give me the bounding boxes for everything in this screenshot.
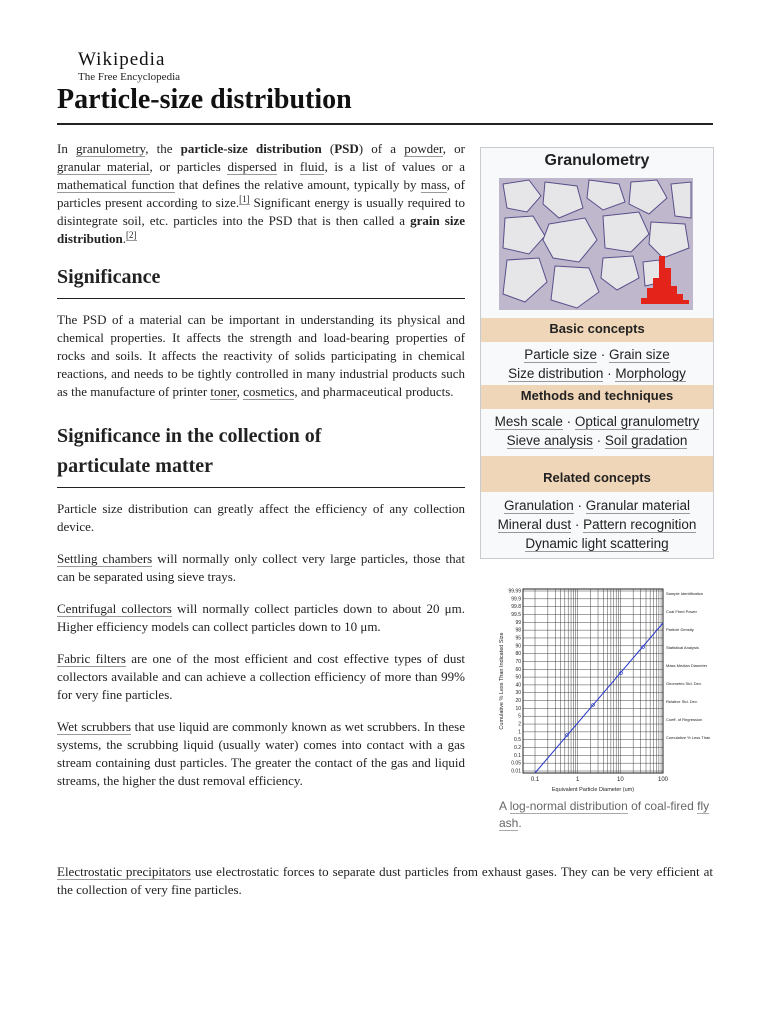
plot-ylabel: Cumulative % Less Than Indicated Size: [499, 632, 505, 730]
wet-paragraph: Wet scrubbers that use liquid are commonly known as wet scrubbers. In these systems, the scrubbing liquid (usually water) comes into contact with a gas stream containing dust particles. The greater the contact of the gas and liquid streams, the higher the dust removal efficiency.: [57, 719, 465, 788]
main-content: [57, 140, 465, 804]
plot-ytick-label: 1: [518, 729, 521, 736]
infobox-related-heading: Related concepts: [481, 456, 713, 492]
wikipedia-wordmark: Wikipedia: [78, 49, 166, 70]
link-granular-material[interactable]: granular material: [57, 159, 150, 174]
plot-ytick-label: 99.5: [511, 611, 521, 618]
link-dispersed[interactable]: dispersed: [227, 159, 277, 174]
settling-paragraph: Settling chambers will normally only collect very large particles, those that can be separated using sieve trays.: [57, 551, 465, 584]
granule-image[interactable]: [499, 178, 693, 310]
significance-paragraph: The PSD of a material can be important in understanding its physical and chemical properties. It affects the strength and load-bearing properties of rocks and soils. It affects the reactivity of solids participating in chemical reactions, and needs to be tightly controlled in many industrial products such as the manufacture of printer toner, cosmetics, and pharmaceutical products.: [57, 312, 465, 399]
link-particle-size[interactable]: Particle size: [524, 347, 597, 362]
plot-ytick-label: 5: [518, 713, 521, 720]
intro-paragraph: In granulometry, the particle-size distribution (PSD) of a powder, or granular material, or particles dispersed in fluid, is a list of values or a mathematical function that defines the relative amount, typically by mass, of particles present according to size.[1] Significant energy is usually required to disintegrate soil, etc. particles into the PSD that is then called a grain size distribution.[2]: [57, 141, 466, 246]
infobox-methods-row-2: Sieve analysis · Soil gradation: [506, 433, 688, 448]
electrostatic-paragraph: Electrostatic precipitators use electrostatic forces to separate dust particles from exhaust gases. They can be very efficient at the collection of very fine particles.: [57, 864, 713, 897]
plot-ytick-label: 99.9: [511, 596, 521, 603]
infobox-methods-row-1: Mesh scale · Optical granulometry: [494, 414, 700, 429]
plot-side-note: Mass Median Diameter: [666, 663, 708, 668]
link-mass[interactable]: mass: [420, 177, 447, 192]
plot-xlabel: Equivalent Particle Diameter (um): [551, 787, 635, 793]
infobox-methods-heading: Methods and techniques: [481, 385, 713, 409]
plot-ytick-label: 10: [515, 705, 521, 712]
link-sieve-analysis[interactable]: Sieve analysis: [506, 433, 593, 448]
plot-xtick-label: 100: [657, 777, 669, 783]
plot-ytick-label: 30: [515, 690, 521, 697]
plot-ytick-label: 60: [515, 666, 521, 673]
infobox-related-row-1: Granulation · Granular material: [503, 498, 691, 513]
collection-intro: Particle size distribution can greatly affect the efficiency of any collection device.: [57, 501, 465, 534]
plot-ytick-label: 95: [515, 635, 521, 642]
infobox-basic-row-1: Particle size · Grain size: [524, 347, 670, 362]
plot-ytick-label: 99.99: [508, 588, 521, 595]
heading-significance: Significance: [57, 262, 465, 299]
plot-side-note: Coeff. of Regression: [666, 717, 703, 722]
link-optical-granulometry[interactable]: Optical granulometry: [574, 414, 700, 429]
link-wet-scrubbers[interactable]: Wet scrubbers: [57, 719, 132, 734]
plot-ytick-label: 50: [515, 674, 521, 681]
granule-illustration: [499, 178, 693, 310]
plot-side-note: Coal Fired Power: [666, 609, 697, 614]
plot-ytick-label: 0.2: [514, 745, 521, 752]
link-size-distribution[interactable]: Size distribution: [508, 366, 604, 381]
plot-side-note: Sample Identification: [666, 591, 704, 596]
plot-side-note: Particle Density: [666, 627, 694, 632]
plot-side-note: Cumulative % Less Than: [666, 735, 711, 740]
link-fabric-filters[interactable]: Fabric filters: [57, 651, 126, 666]
link-grain-size[interactable]: Grain size: [609, 347, 670, 362]
ref-2[interactable]: [2]: [126, 229, 137, 240]
link-mineral-dust[interactable]: Mineral dust: [497, 517, 572, 532]
link-fly-ash[interactable]: fly ash: [499, 799, 710, 830]
plot-ytick-label: 70: [515, 658, 521, 665]
plot-ytick-label: 0.01: [511, 768, 521, 775]
page-title: Particle-size distribution: [57, 84, 352, 115]
infobox-title: Granulometry: [544, 152, 650, 169]
infobox-related-row-3: [481, 534, 713, 553]
plot-ytick-label: 80: [515, 651, 521, 658]
ref-1[interactable]: [1]: [239, 193, 250, 204]
centrifugal-paragraph: Centrifugal collectors will normally collect particles down to about 20 μm. Higher efficiency models can collect particles down to 10 μm.: [57, 601, 465, 634]
link-mesh-scale[interactable]: Mesh scale: [494, 414, 563, 429]
plot-ytick-label: 40: [515, 682, 521, 689]
plot-ytick-label: 99.8: [511, 604, 521, 611]
link-mathematical-function[interactable]: mathematical function: [57, 177, 175, 192]
plot-xtick-label: 1: [575, 777, 580, 783]
infobox-basic-row-2: Size distribution · Morphology: [508, 366, 686, 381]
plot-ytick-label: 99: [515, 619, 521, 626]
heading-collection: Significance in the collection of particulate matter: [57, 421, 465, 488]
link-soil-gradation[interactable]: Soil gradation: [604, 433, 688, 448]
plot-ytick-label: 20: [515, 698, 521, 705]
plot-ytick-label: 90: [515, 643, 521, 650]
wikipedia-logo[interactable]: [78, 50, 180, 83]
link-granulation[interactable]: Granulation: [503, 498, 574, 513]
infobox-related-row-2: Mineral dust · Pattern recognition: [497, 517, 697, 532]
plot-ytick-label: 98: [515, 627, 521, 634]
link-centrifugal-collectors[interactable]: Centrifugal collectors: [57, 601, 172, 616]
link-electrostatic-precipitators[interactable]: Electrostatic precipitators: [57, 864, 191, 879]
psd-term: particle-size distribution: [180, 141, 322, 156]
link-granulometry[interactable]: granulometry: [76, 141, 146, 156]
gsd-term: grain size distribution: [57, 213, 466, 246]
link-fluid[interactable]: fluid: [299, 159, 325, 174]
plot-xtick-label: 10: [616, 777, 624, 783]
plot-ytick-label: 0.1: [514, 752, 521, 759]
link-toner[interactable]: toner: [210, 384, 237, 399]
link-settling-chambers[interactable]: Settling chambers: [57, 551, 153, 566]
lognormal-plot: [495, 585, 713, 795]
link-log-normal-distribution[interactable]: log-normal distribution: [509, 799, 628, 813]
wikipedia-tagline: The Free Encyclopedia: [78, 71, 181, 83]
plot-ytick-label: 0.5: [514, 737, 521, 744]
psd-abbr: PSD: [334, 141, 359, 156]
link-pattern-recognition[interactable]: Pattern recognition: [583, 517, 697, 532]
link-dynamic-light-scattering[interactable]: Dynamic light scattering: [525, 536, 669, 551]
plot-side-note: Relative Std. Dev.: [666, 699, 698, 704]
plot-side-note: Geometric Std. Dev.: [666, 681, 702, 686]
link-granular-material-2[interactable]: Granular material: [585, 498, 691, 513]
plot-side-note: Statistical Analysis: [666, 645, 699, 650]
link-morphology[interactable]: Morphology: [615, 366, 686, 381]
link-cosmetics[interactable]: cosmetics: [243, 384, 295, 399]
lognormal-figure[interactable]: [495, 585, 713, 800]
link-powder[interactable]: powder: [404, 141, 443, 156]
infobox-basic-heading: Basic concepts: [481, 318, 713, 342]
plot-xtick-label: 0.1: [530, 777, 540, 783]
plot-ytick-label: 2: [518, 721, 521, 728]
title-rule: [57, 123, 713, 125]
figure-caption: A log-normal distribution of coal-fired fly ash.: [499, 799, 710, 830]
fabric-paragraph: Fabric filters are one of the most efficient and cost effective types of dust collectors available and can achieve a collection efficiency of more than 99% for very fine particles.: [57, 651, 465, 702]
infobox-granulometry: [480, 147, 714, 559]
plot-ytick-label: 0.05: [511, 760, 521, 767]
